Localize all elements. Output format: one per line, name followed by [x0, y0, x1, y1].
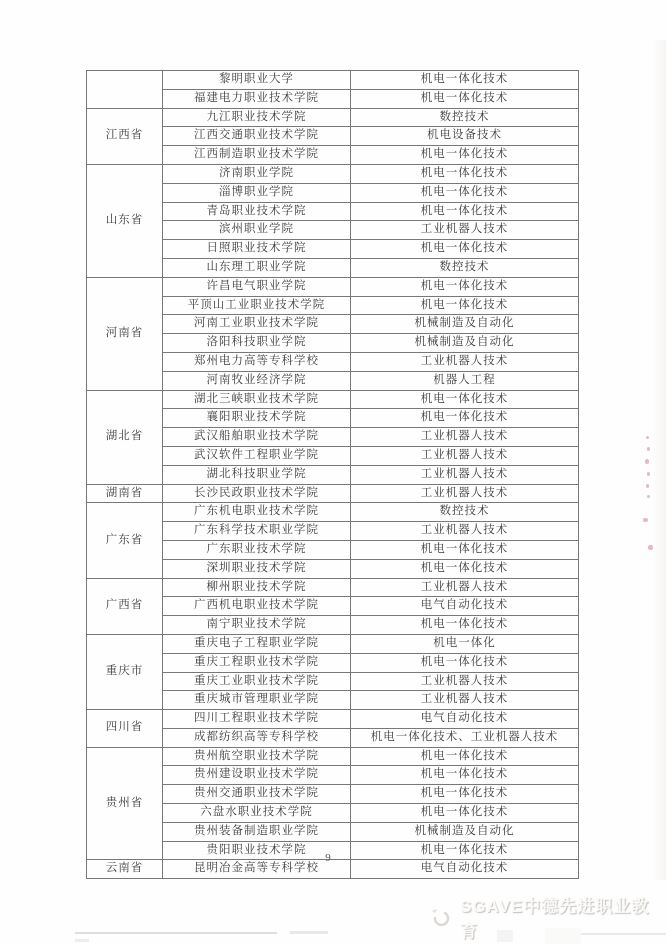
program-cell: 机电一体化技术 — [351, 183, 579, 202]
school-cell: 成都纺织高等专科学校 — [163, 728, 351, 747]
province-cell: 江西省 — [87, 108, 163, 164]
program-cell: 工业机器人技术 — [351, 221, 579, 240]
program-cell: 工业机器人技术 — [351, 465, 579, 484]
school-cell: 四川工程职业技术学院 — [163, 710, 351, 729]
table-row — [87, 164, 579, 183]
program-cell: 机电一体化技术 — [351, 89, 579, 108]
school-cell: 重庆城市管理职业学院 — [163, 691, 351, 710]
program-cell: 机电一体化技术 — [351, 841, 579, 860]
sgave-logo-icon — [428, 904, 454, 930]
province-cell: 河南省 — [87, 277, 163, 390]
school-cell: 洛阳科技职业学院 — [163, 334, 351, 353]
school-cell: 柳州职业技术学院 — [163, 578, 351, 597]
program-cell: 机电一体化技术 — [351, 804, 579, 823]
program-cell: 机电一体化技术 — [351, 766, 579, 785]
school-cell: 日照职业技术学院 — [163, 240, 351, 259]
school-cell: 黎明职业大学 — [163, 71, 351, 90]
school-cell: 南宁职业技术学院 — [163, 616, 351, 635]
footer-brand-text: SGAVE中德先进职业教育 — [460, 897, 650, 941]
school-cell: 重庆工业职业技术学院 — [163, 672, 351, 691]
school-cell: 济南职业学院 — [163, 164, 351, 183]
program-cell: 电气自动化技术 — [351, 710, 579, 729]
province-cell: 重庆市 — [87, 634, 163, 709]
program-cell: 机电一体化技术 — [351, 202, 579, 221]
school-cell: 许昌电气职业学院 — [163, 277, 351, 296]
province-cell: 山东省 — [87, 164, 163, 277]
program-cell: 机电一体化技术 — [351, 71, 579, 90]
program-cell: 机电一体化技术 — [351, 747, 579, 766]
college-program-table — [86, 70, 579, 879]
school-cell: 六盘水职业技术学院 — [163, 804, 351, 823]
school-cell: 贵阳职业技术学院 — [163, 841, 351, 860]
program-cell: 机电一体化技术 — [351, 559, 579, 578]
school-cell: 滨州职业学院 — [163, 221, 351, 240]
school-cell: 河南牧业经济学院 — [163, 371, 351, 390]
program-cell: 工业机器人技术 — [351, 352, 579, 371]
school-cell: 贵州装备制造职业学院 — [163, 822, 351, 841]
program-cell: 机电一体化技术、工业机器人技术 — [351, 728, 579, 747]
program-cell: 数控技术 — [351, 258, 579, 277]
school-cell: 长沙民政职业技术学院 — [163, 484, 351, 503]
program-cell: 工业机器人技术 — [351, 446, 579, 465]
school-cell: 贵州交通职业技术学院 — [163, 785, 351, 804]
scan-edge-shading — [648, 40, 666, 880]
school-cell: 河南工业职业技术学院 — [163, 315, 351, 334]
program-cell: 机器人工程 — [351, 371, 579, 390]
program-cell: 机电一体化技术 — [351, 785, 579, 804]
table-row — [87, 503, 579, 522]
school-cell: 青岛职业技术学院 — [163, 202, 351, 221]
school-cell: 淄博职业学院 — [163, 183, 351, 202]
school-cell: 江西制造职业技术学院 — [163, 146, 351, 165]
province-cell: 湖北省 — [87, 390, 163, 484]
table-row — [87, 578, 579, 597]
school-cell: 广东科学技术职业学院 — [163, 522, 351, 541]
program-cell: 机械制造及自动化 — [351, 315, 579, 334]
program-cell: 工业机器人技术 — [351, 691, 579, 710]
province-cell: 湖南省 — [87, 484, 163, 503]
program-cell: 机电一体化技术 — [351, 164, 579, 183]
school-cell: 广西机电职业技术学院 — [163, 597, 351, 616]
table-row — [87, 390, 579, 409]
school-cell: 广东职业技术学院 — [163, 540, 351, 559]
school-cell: 武汉软件工程职业学院 — [163, 446, 351, 465]
program-cell: 机电一体化技术 — [351, 296, 579, 315]
program-cell: 机电一体化技术 — [351, 240, 579, 259]
school-cell: 重庆电子工程职业学院 — [163, 634, 351, 653]
province-cell — [87, 71, 163, 109]
ink-bleed-marks — [640, 436, 654, 556]
program-cell: 机电一体化技术 — [351, 616, 579, 635]
school-cell: 深圳职业技术学院 — [163, 559, 351, 578]
program-cell: 机械制造及自动化 — [351, 334, 579, 353]
province-cell: 广东省 — [87, 503, 163, 578]
program-cell: 工业机器人技术 — [351, 522, 579, 541]
table-row — [87, 747, 579, 766]
school-cell: 江西交通职业技术学院 — [163, 127, 351, 146]
school-cell: 重庆工程职业技术学院 — [163, 653, 351, 672]
school-cell: 九江职业技术学院 — [163, 108, 351, 127]
province-cell: 贵州省 — [87, 747, 163, 860]
table-row — [87, 108, 579, 127]
table-row — [87, 710, 579, 729]
program-cell: 工业机器人技术 — [351, 428, 579, 447]
school-cell: 湖北科技职业学院 — [163, 465, 351, 484]
program-cell: 机电设备技术 — [351, 127, 579, 146]
program-cell: 机电一体化技术 — [351, 390, 579, 409]
school-cell: 福建电力职业技术学院 — [163, 89, 351, 108]
table-row — [87, 277, 579, 296]
program-cell: 机械制造及自动化 — [351, 822, 579, 841]
school-cell: 广东机电职业技术学院 — [163, 503, 351, 522]
province-cell: 四川省 — [87, 710, 163, 748]
program-cell: 机电一体化技术 — [351, 540, 579, 559]
footer-brand — [428, 897, 666, 941]
school-cell: 襄阳职业技术学院 — [163, 409, 351, 428]
program-cell: 工业机器人技术 — [351, 672, 579, 691]
page-number: 9 — [325, 852, 331, 864]
school-cell: 湖北三峡职业技术学院 — [163, 390, 351, 409]
school-cell: 山东理工职业学院 — [163, 258, 351, 277]
program-cell: 机电一体化技术 — [351, 146, 579, 165]
school-cell: 武汉船舶职业技术学院 — [163, 428, 351, 447]
school-cell: 郑州电力高等专科学校 — [163, 352, 351, 371]
program-cell: 电气自动化技术 — [351, 597, 579, 616]
table-row — [87, 71, 579, 90]
school-cell: 贵州航空职业技术学院 — [163, 747, 351, 766]
program-cell: 电气自动化技术 — [351, 860, 579, 879]
province-cell: 云南省 — [87, 860, 163, 879]
program-cell: 数控技术 — [351, 503, 579, 522]
school-cell: 昆明冶金高等专科学校 — [163, 860, 351, 879]
school-cell: 贵州建设职业技术学院 — [163, 766, 351, 785]
table-row — [87, 484, 579, 503]
program-cell: 机电一体化 — [351, 634, 579, 653]
province-cell: 广西省 — [87, 578, 163, 634]
school-cell: 平顶山工业职业技术学院 — [163, 296, 351, 315]
program-cell: 数控技术 — [351, 108, 579, 127]
table-row — [87, 634, 579, 653]
program-cell: 工业机器人技术 — [351, 578, 579, 597]
program-cell: 机电一体化技术 — [351, 409, 579, 428]
program-cell: 机电一体化技术 — [351, 277, 579, 296]
program-cell: 机电一体化技术 — [351, 653, 579, 672]
program-cell: 工业机器人技术 — [351, 484, 579, 503]
